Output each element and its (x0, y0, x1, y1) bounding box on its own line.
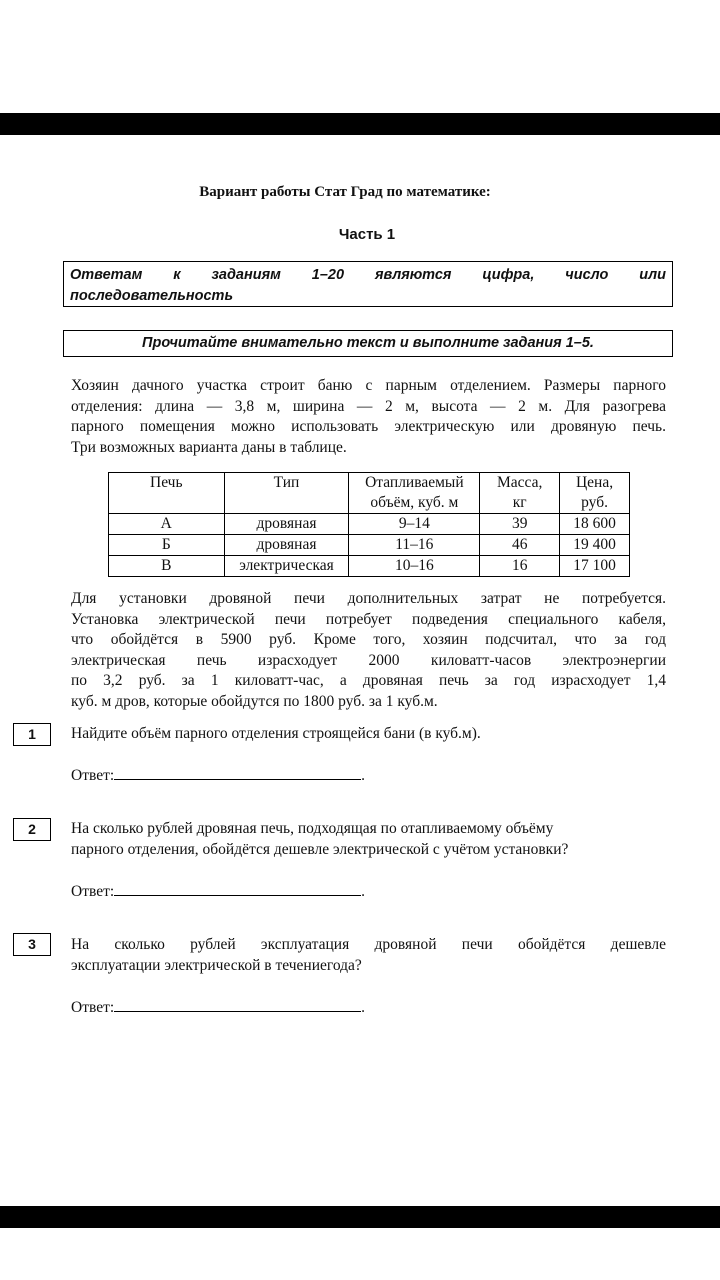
question-2-answer: Ответ: . (71, 883, 366, 900)
instruction-word: 1–20 (311, 267, 345, 283)
intro-line: Хозяин дачного участка строит баню с парным отделением. Размеры парного (71, 377, 666, 394)
cell-price: 17 100 (560, 556, 630, 577)
details-line: что обойдётся в 5900 руб. Кроме того, хозяин подсчитал, что за год (71, 631, 666, 648)
answer-field[interactable] (114, 767, 361, 780)
question-1-answer: Ответ: . (71, 767, 366, 784)
instruction-word: к (173, 267, 181, 283)
cell-volume: 11–16 (349, 535, 480, 556)
cell-volume: 10–16 (349, 556, 480, 577)
table-row (109, 556, 630, 577)
read-text-box: Прочитайте внимательно текст и выполните задания 1–5. (63, 330, 673, 357)
instruction-word: являются (374, 267, 452, 283)
details-line: электрическая печь израсходует 2000 киловатт-часов электроэнергии (71, 651, 666, 669)
intro-line: Три возможных варианта даны в таблице. (71, 438, 347, 456)
header-mass: Масса, кг (480, 473, 560, 514)
cell-mass: 39 (480, 514, 560, 535)
cell-mass: 46 (480, 535, 560, 556)
details-line: Установка электрической печи потребует подведения специального кабеля, (71, 610, 666, 628)
cell-stove: В (109, 556, 225, 577)
question-1-number: 1 (13, 723, 51, 746)
top-black-bar (0, 113, 720, 135)
instruction-word: заданиям (211, 267, 281, 283)
answer-field[interactable] (114, 999, 361, 1012)
cell-volume: 9–14 (349, 514, 480, 535)
table-row (109, 514, 630, 535)
table-header-row (109, 473, 630, 514)
instruction-word: число (565, 267, 609, 283)
instruction-word: или (639, 267, 666, 283)
question-line: парного отделения, обойдётся дешевле электрической с учётом установки? (71, 840, 569, 858)
cell-stove: А (109, 514, 225, 535)
details-line: Для установки дровяной печи дополнительных затрат не потребуется. (71, 590, 666, 607)
question-2-text (71, 819, 666, 860)
question-line: Найдите объём парного отделения строящейся бани (в куб.м). (71, 725, 481, 742)
intro-line: отделения: длина — 3,8 м, ширина — 2 м, высота — 2 м. Для разогрева (71, 397, 666, 415)
question-3-answer: Ответ: . (71, 999, 366, 1016)
question-2-number: 2 (13, 818, 51, 841)
bottom-black-bar (0, 1206, 720, 1228)
answer-label: Ответ: (71, 883, 115, 900)
question-line: На сколько рублей эксплуатация дровяной печи обойдётся дешевле (71, 936, 666, 953)
question-3-number: 3 (13, 933, 51, 956)
details-line: куб. м дров, которые обойдутся по 1800 руб. за 1 куб.м. (71, 692, 438, 710)
header-volume: Отапливаемый объём, куб. м (349, 473, 480, 514)
details-line: по 3,2 руб. за 1 киловатт-час, а дровяная печь за год израсходует 1,4 (71, 672, 666, 689)
cell-type: электрическая (224, 556, 349, 577)
cell-mass: 16 (480, 556, 560, 577)
details-paragraph (71, 589, 666, 712)
answer-label: Ответ: (71, 999, 115, 1016)
intro-line: парного помещения можно использовать электрическую или дровяную печь. (71, 418, 666, 435)
table-row (109, 535, 630, 556)
stoves-table (108, 472, 630, 577)
cell-stove: Б (109, 535, 225, 556)
answer-field[interactable] (114, 883, 361, 896)
cell-type: дровяная (224, 514, 349, 535)
header-stove: Печь (109, 473, 225, 514)
answer-instructions-box (63, 261, 673, 307)
question-line: На сколько рублей дровяная печь, подходящая по отапливаемому объёму (71, 820, 554, 837)
part-heading: Часть 1 (338, 226, 396, 243)
question-line: эксплуатации электрической в течениегода? (71, 956, 362, 974)
header-price: Цена, руб. (560, 473, 630, 514)
cell-price: 18 600 (560, 514, 630, 535)
question-3-text (71, 935, 666, 976)
instruction-word: цифра, (482, 267, 535, 283)
answer-label: Ответ: (71, 767, 115, 784)
page-title: Вариант работы Стат Град по математике: (199, 184, 491, 200)
instruction-word: Ответам (70, 267, 143, 283)
cell-price: 19 400 (560, 535, 630, 556)
question-1-text (71, 724, 666, 745)
instructions-line-1 (70, 265, 666, 286)
instructions-line-2: последовательность (70, 288, 234, 304)
intro-paragraph (71, 376, 666, 458)
cell-type: дровяная (224, 535, 349, 556)
header-type: Тип (224, 473, 349, 514)
